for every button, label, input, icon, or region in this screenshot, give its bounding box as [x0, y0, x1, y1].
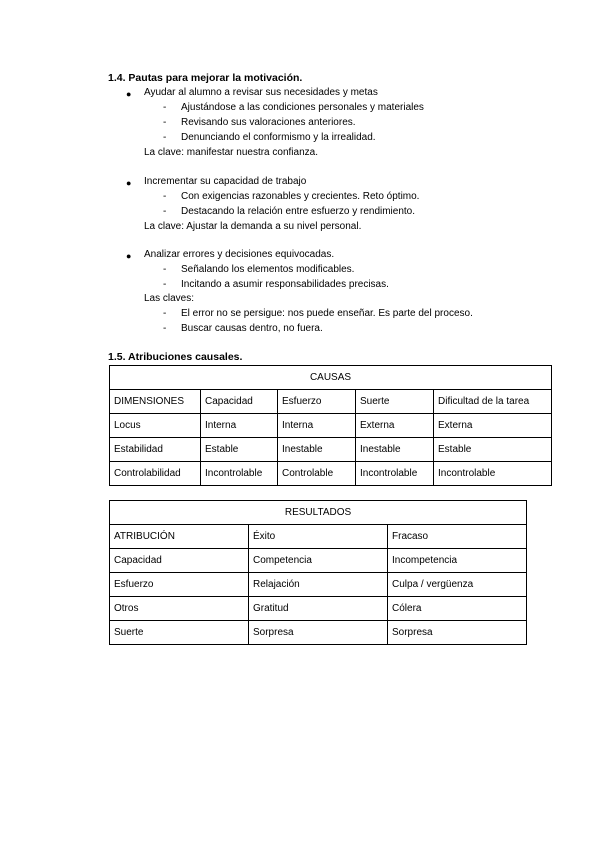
dash-icon: -	[163, 264, 167, 275]
table-cell: Otros	[110, 597, 249, 621]
table-cell: Sorpresa	[388, 621, 527, 645]
table-cell: Externa	[434, 414, 552, 438]
table-cell: Sorpresa	[249, 621, 388, 645]
table-cell: Incompetencia	[388, 549, 527, 573]
dash-icon: -	[163, 206, 167, 217]
table-cell: Interna	[201, 414, 278, 438]
causes-table-title: CAUSAS	[110, 366, 552, 390]
table-cell: Interna	[278, 414, 356, 438]
key-line: La clave: Ajustar la demanda a su nivel personal.	[144, 221, 362, 232]
table-header-cell: ATRIBUCIÓN	[110, 525, 249, 549]
table-title-row	[110, 501, 527, 525]
sub-item: Señalando los elementos modificables.	[181, 264, 355, 275]
causes-table	[109, 365, 552, 486]
table-cell: Suerte	[110, 621, 249, 645]
results-table	[109, 500, 527, 645]
table-cell: Esfuerzo	[110, 573, 249, 597]
dash-icon: -	[163, 323, 167, 334]
table-cell: Capacidad	[110, 549, 249, 573]
key-item: Buscar causas dentro, no fuera.	[181, 323, 323, 334]
table-row	[110, 462, 552, 486]
sub-item: Ajustándose a las condiciones personales y materiales	[181, 102, 424, 113]
table-cell: Incontrolable	[201, 462, 278, 486]
dash-icon: -	[163, 279, 167, 290]
sub-item: Destacando la relación entre esfuerzo y rendimiento.	[181, 206, 416, 217]
table-cell: Incontrolable	[356, 462, 434, 486]
table-header-cell: Fracaso	[388, 525, 527, 549]
bullet-item: Analizar errores y decisiones equivocadas.	[144, 249, 335, 260]
bullet-item: Incrementar su capacidad de trabajo	[144, 176, 307, 187]
dash-icon: -	[163, 132, 167, 143]
table-cell: Estabilidad	[110, 438, 201, 462]
table-cell: Gratitud	[249, 597, 388, 621]
table-title-row	[110, 366, 552, 390]
bullet-item: Ayudar al alumno a revisar sus necesidades y metas	[144, 87, 378, 98]
table-row	[110, 621, 527, 645]
table-header-row	[110, 525, 527, 549]
table-header-cell: Dificultad de la tarea	[434, 390, 552, 414]
key-item: El error no se persigue: nos puede enseñar. Es parte del proceso.	[181, 308, 473, 319]
table-cell: Relajación	[249, 573, 388, 597]
table-cell: Estable	[434, 438, 552, 462]
section-heading-attributions: 1.5. Atribuciones causales.	[108, 351, 243, 363]
table-header-cell: Suerte	[356, 390, 434, 414]
table-row	[110, 597, 527, 621]
table-cell: Culpa / vergüenza	[388, 573, 527, 597]
table-cell: Locus	[110, 414, 201, 438]
table-cell: Inestable	[278, 438, 356, 462]
bullet-icon: ●	[126, 178, 132, 188]
bullet-icon: ●	[126, 251, 132, 261]
table-cell: Estable	[201, 438, 278, 462]
sub-item: Con exigencias razonables y crecientes. Reto óptimo.	[181, 191, 420, 202]
table-cell: Inestable	[356, 438, 434, 462]
table-row	[110, 573, 527, 597]
table-cell: Controlabilidad	[110, 462, 201, 486]
table-cell: Cólera	[388, 597, 527, 621]
table-header-cell: Éxito	[249, 525, 388, 549]
sub-item: Denunciando el conformismo y la irrealidad.	[181, 132, 376, 143]
sub-item: Revisando sus valoraciones anteriores.	[181, 117, 356, 128]
table-cell: Externa	[356, 414, 434, 438]
table-cell: Incontrolable	[434, 462, 552, 486]
dash-icon: -	[163, 191, 167, 202]
table-header-cell: DIMENSIONES	[110, 390, 201, 414]
table-header-cell: Esfuerzo	[278, 390, 356, 414]
table-cell: Controlable	[278, 462, 356, 486]
key-label: Las claves:	[144, 293, 195, 304]
section-heading-motivation: 1.4. Pautas para mejorar la motivación.	[108, 72, 303, 84]
key-line: La clave: manifestar nuestra confianza.	[144, 147, 318, 158]
table-row	[110, 549, 527, 573]
dash-icon: -	[163, 102, 167, 113]
table-row	[110, 438, 552, 462]
bullet-icon: ●	[126, 89, 132, 99]
dash-icon: -	[163, 117, 167, 128]
table-header-cell: Capacidad	[201, 390, 278, 414]
table-header-row	[110, 390, 552, 414]
table-cell: Competencia	[249, 549, 388, 573]
table-row	[110, 414, 552, 438]
results-table-title: RESULTADOS	[110, 501, 527, 525]
dash-icon: -	[163, 308, 167, 319]
sub-item: Incitando a asumir responsabilidades precisas.	[181, 279, 389, 290]
